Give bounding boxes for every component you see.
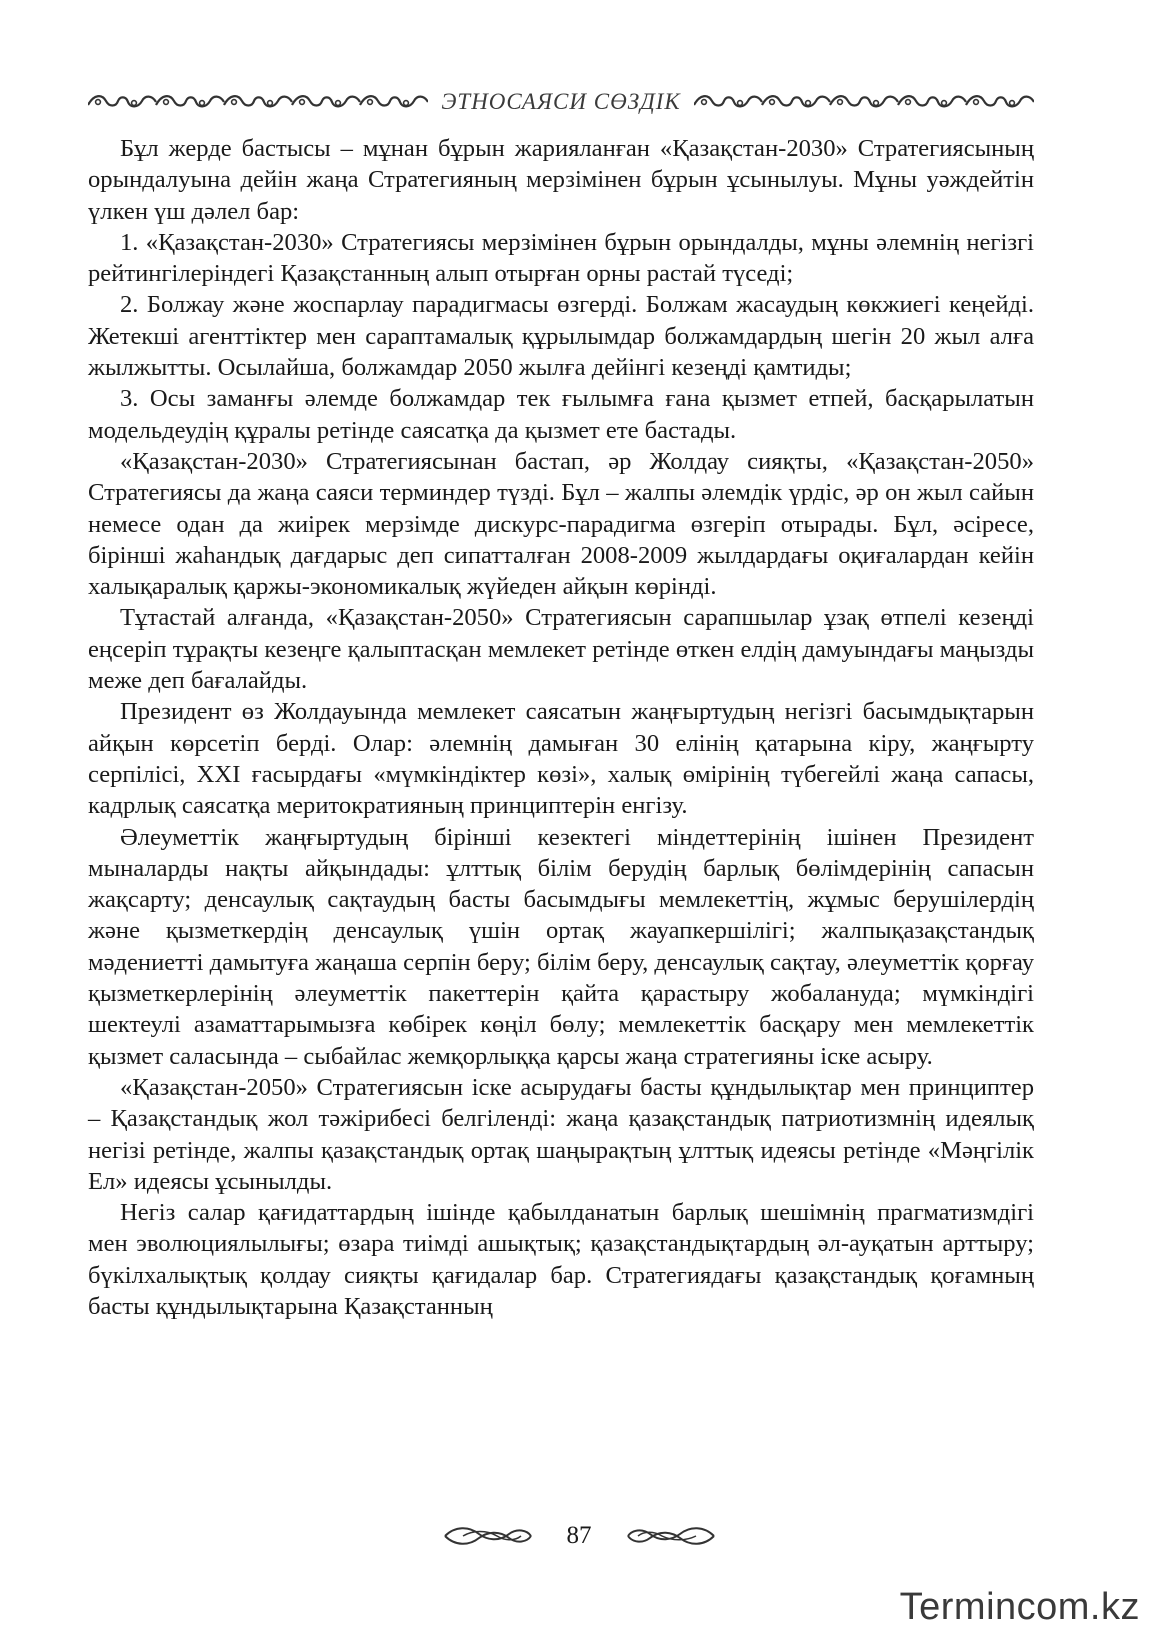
paragraph: Президент өз Жолдауында мемлекет саясатын жаңғыртудың негізгі басымдықтарын айқын көрсетіп берді. Олар: әлемнің дамыған 30 елінің қатарына кіру, жаңғырту серпілісі, XXI ғасырдағы «мүмкіндіктер көзі», халық өмірінің түбегейлі жаңа сапасы, кадрлық саясатқа меритократияның принциптерін енгізу. <box>88 698 1034 820</box>
paragraph: 1. «Қазақстан-2030» Стратегиясы мерзімінен бұрын орындалды, мұны әлемнің негізгі рейтингілеріндегі Қазақстанның алып отырған орны растай түседі; <box>88 228 1034 288</box>
paragraph: 3. Осы заманғы әлемде болжамдар тек ғылымға ғана қызмет етпей, басқарылатын модельдеудің құралы ретінде саясатқа да қызмет ете бастады. <box>88 385 1034 444</box>
paragraph: Әлеуметтік жаңғыртудың бірінші кезектегі міндеттерінің ішінен Президент мыналарды нақты айқындады: ұлттық білім берудің барлық бөлімдерінің сапасын жақсарту; денсаулық сақтаудың басты басымдығы мемлекеттің, жұмыс берушілердің және қызметкердің денсаулық үшін ортақ жауапкершілігі; жалпықазақстандық мәдениетті дамытуға жаңаша серпін беру; білім беру, денсаулық сақтау, әлеуметтік қорғау қызметкерлерінің әлеуметтік пакеттерін қайта қарастыру жобалануда; мүмкіндігі шектеулі азаматтарымызға көбірек көңіл бөлу; мемлекеттік басқару мен мемлекеттік қызмет саласында – сыбайлас жемқорлыққа қарсы жаңа стратегияны іске асыру. <box>88 823 1034 1070</box>
body-text <box>88 133 1034 1322</box>
header-title: ЭТНОСАЯСИ СӨЗДІК <box>441 89 681 114</box>
site-watermark: Termincom.kz <box>899 1586 1140 1628</box>
page-header <box>88 86 1034 118</box>
page-number: 87 <box>566 1522 592 1549</box>
paragraph: Негіз салар қағидаттардың ішінде қабылданатын барлық шешімнің прагматизмдігі мен эволюциялылығы; өзара тиімді ашықтық; қазақстандықтардың әл-ауқатын арттыру; бүкілхалықтық қолдау сияқты қағидалар бар. Стратегиядағы қазақстандық қоғамның басты құндылықтарына Қазақстанның <box>88 1199 1034 1320</box>
flourish-ornament-icon <box>443 1524 533 1548</box>
paragraph: «Қазақстан-2030» Стратегиясынан бастап, әр Жолдау сияқты, «Қазақстан-2050» Стратегиясы да жаңа саяси терминдер түзді. Бұл – жалпы әлемдік үрдіс, әр он жыл сайын немесе одан да жиірек мерзімде дискурс-парадигма өзгеріп отырады. Бұл, әсіресе, бірінші жаһандық дағдарыс деп сипатталған 2008-2009 жылдардағы оқиғалардан кейін халықаралық қаржы-экономикалық жүйеден айқын көрінді. <box>88 447 1034 601</box>
scroll-ornament-icon <box>694 92 1034 112</box>
scroll-ornament-icon <box>88 92 428 112</box>
paragraph: Бұл жерде бастысы – мұнан бұрын жарияланған «Қазақстан-2030» Стратегиясының орындалуына дейін жаңа Стратегияның мерзімінен бұрын ұсынылуы. Мұны уәждейтін үлкен үш дәлел бар: <box>88 135 1034 225</box>
paragraph: 2. Болжау және жоспарлау парадигмасы өзгерді. Болжам жасаудың көкжиегі кеңейді. Жетекші агенттіктер мен сараптамалық құрылымдар болжамдардың шегін 20 жыл алға жылжытты. Осылайша, болжамдар 2050 жылға дейінгі кезеңді қамтиды; <box>88 291 1034 382</box>
paragraph: Тұтастай алғанда, «Қазақстан-2050» Стратегиясын сарапшылар ұзақ өтпелі кезеңді еңсеріп тұрақты кезеңге қалыптасқан мемлекет ретінде өткен елдің дамуындағы маңызды меже деп бағалайды. <box>88 604 1034 695</box>
page-footer <box>0 1516 1158 1556</box>
flourish-ornament-icon <box>626 1524 716 1548</box>
paragraph: «Қазақстан-2050» Стратегиясын іске асырудағы басты құндылықтар мен принциптер – Қазақстандық жол тәжірибесі белгіленді: жаңа қазақстандық патриотизмнің идеялық негізі ретінде, жалпы қазақстандық ортақ шаңырақтың ұлттық идеясы ретінде «Мәңгілік Ел» идеясы ұсынылды. <box>88 1073 1034 1195</box>
